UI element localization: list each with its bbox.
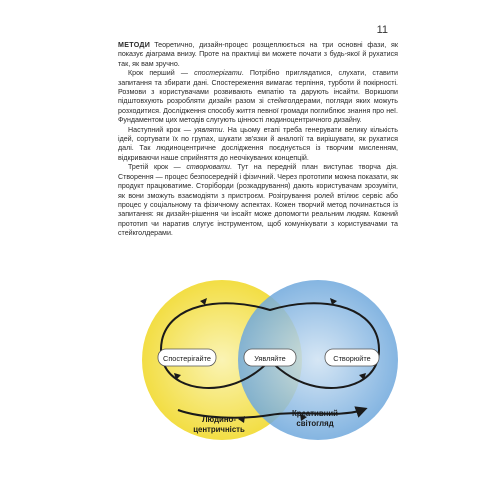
paragraph-create xyxy=(118,163,398,238)
paragraph-imagine xyxy=(118,126,398,164)
design-process-diagram xyxy=(140,270,400,470)
paragraph-intro xyxy=(118,41,398,69)
create-term: створювати xyxy=(186,163,230,172)
imagine-text: . На цьому етапі треба генерувати велику кількість ідей, сортувати їх по групах, шукати зв'язки й аналогії та вирішувати, як рухатися далі. Так людиноцентричне дослідження поєднується із творчим мисленням, відкриваючи наше сприйняття до неочікуваних концепцій. xyxy=(118,125,398,162)
node-create xyxy=(325,349,379,366)
page-number: 11 xyxy=(376,24,388,36)
node-observe-label: Спостерігайте xyxy=(163,354,211,363)
caption-creative-line1: Креативний xyxy=(292,409,338,418)
caption-human-centered-line2: центричність xyxy=(193,425,245,434)
section-heading: МЕТОДИ xyxy=(118,41,151,49)
caption-human-centered-line1: Людино- xyxy=(202,415,236,424)
imagine-lead: Наступний крок — xyxy=(128,125,195,134)
observe-lead: Крок перший — xyxy=(128,69,195,78)
create-lead: Третій крок — xyxy=(128,163,187,172)
caption-creative-line2: світогляд xyxy=(296,419,334,428)
diagram-svg xyxy=(140,270,400,470)
intro-text: Теоретично, дизайн-процес розщеплюється на три основні фази, як показує діаграма внизу. Проте на практиці ви можете почати з будь-якої й рухатися так, як вам зручно. xyxy=(118,41,398,68)
node-imagine xyxy=(244,349,296,366)
observe-term: спостерігати xyxy=(194,69,242,78)
paragraph-observe xyxy=(118,69,398,125)
imagine-term: уявляти xyxy=(194,125,223,134)
methods-text-block xyxy=(118,41,398,239)
node-create-label: Створюйте xyxy=(333,354,371,363)
create-text: . Тут на передній план виступає творча дія. Створення — процес безпосередній і фізичний. Через прототипи можна показати, як продукт працюватиме. Сторіборди (розкадрування) дають користувачам зрозуміти, як вони зможуть взаємодіяти з пристроєм. Розігрування ролей втілює сервіс або процес у соціальному та фізичному аспектах. Кожен творчий метод починається із запитання: як дизайн-рішення чи інсайт може допомогти реальним людям. Кожний прототип чи наратив слугує інструментом, щоб комунікувати з користувачами та стейкголдерами. xyxy=(118,163,398,238)
observe-text: . Потрібно приглядатися, слухати, ставити запитання та збирати дані. Спостереження вимагає терпіння, турботи й покірності. Розмови з користувачами розвивають емпатію та дарують інсайти. Воркшопи підштовхують розробляти дизайн разом зі стейкголдерами, погляди яких можуть розходитися. Дослідження способу життя певної громади поглиблює знання про неї. Фундаментом цих методів слугують цінності людиноцентричного дизайну. xyxy=(118,69,399,125)
node-observe xyxy=(158,349,216,366)
node-imagine-label: Уявляйте xyxy=(254,354,286,363)
